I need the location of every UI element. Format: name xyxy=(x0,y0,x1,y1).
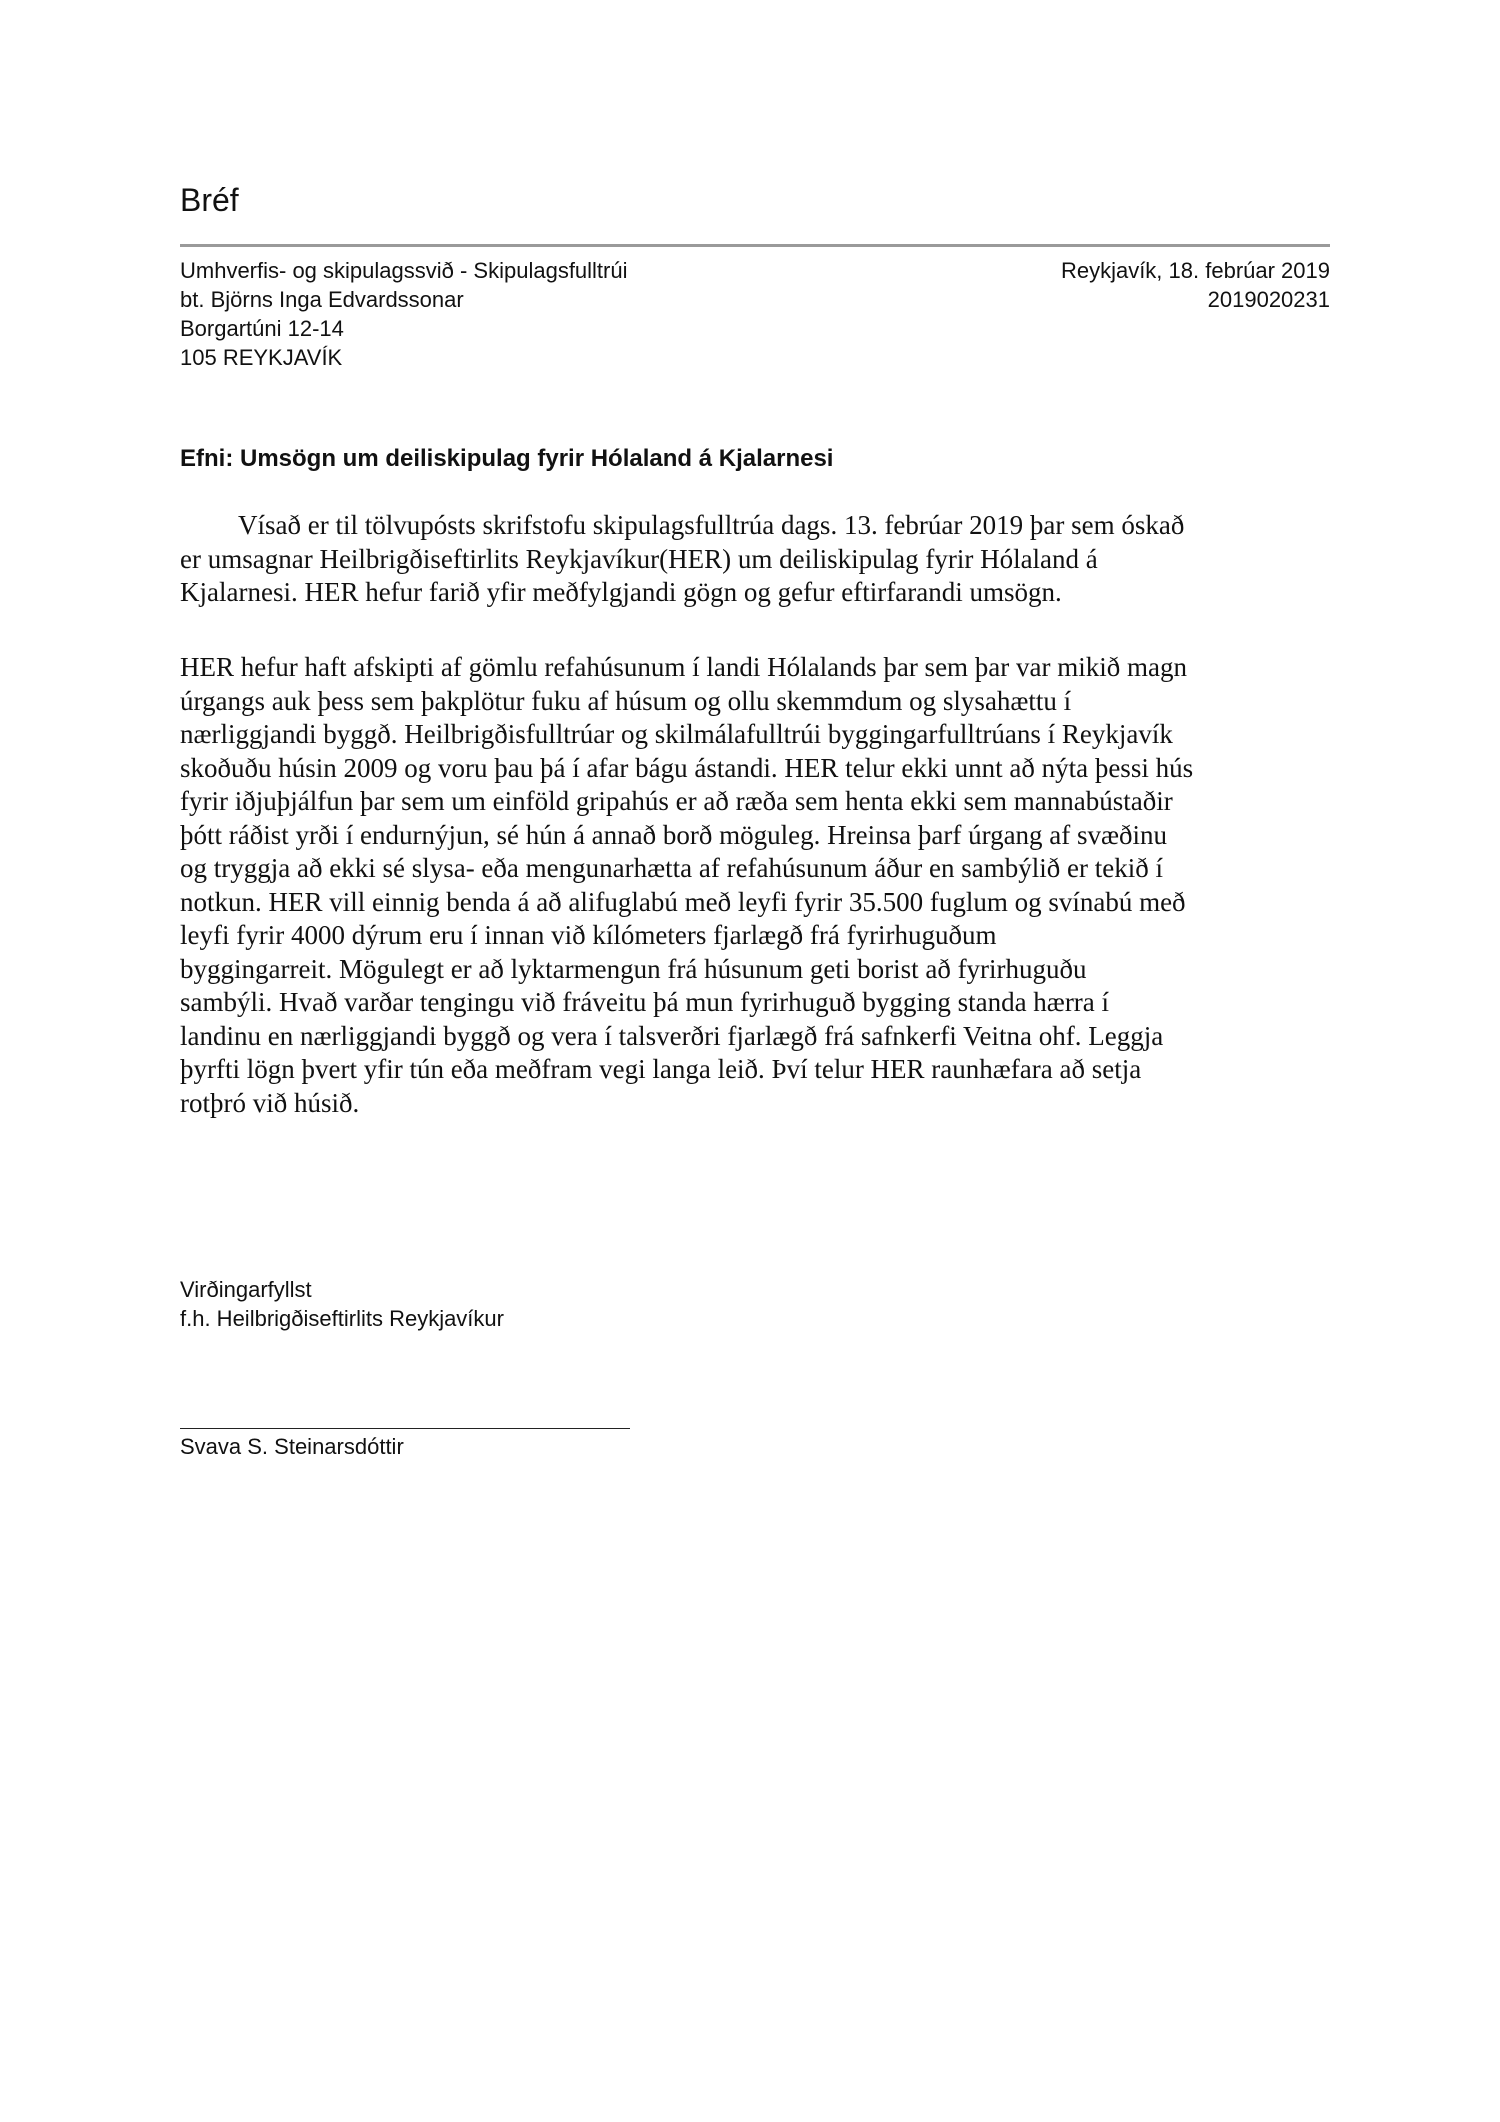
paragraph-line: byggingarreit. Mögulegt er að lyktarmengun frá húsunum geti borist að fyrirhuguðu xyxy=(180,953,1087,984)
paragraph-line: rotþró við húsið. xyxy=(180,1087,360,1118)
paragraph-2 xyxy=(180,651,1340,1120)
signer-name: Svava S. Steinarsdóttir xyxy=(180,1434,404,1459)
letter-meta xyxy=(850,256,1330,314)
paragraph-line: nærliggjandi byggð. Heilbrigðisfulltrúar og skilmálafulltrúi byggingarfulltrúans í Reykjavík xyxy=(180,719,1173,749)
paragraph-line: Kjalarnesi. HER hefur farið yfir meðfylgjandi gögn og gefur eftirfarandi umsögn. xyxy=(180,577,1062,607)
closing-salutation: Virðingarfyllst xyxy=(180,1277,312,1302)
paragraph-line: þótt ráðist yrði í endurnýjun, sé hún á annað borð möguleg. Hreinsa þarf úrgang af svæðinu xyxy=(180,819,1168,850)
paragraph-line: úrgangs auk þess sem þakplötur fuku af húsum og ollu skemmdum og slysahættu í xyxy=(180,685,1072,716)
recipient-city: 105 REYKJAVÍK xyxy=(180,345,343,370)
recipient-street: Borgartúni 12-14 xyxy=(180,316,344,341)
paragraph-line: Vísað er til tölvupósts skrifstofu skipulagsfulltrúa dags. 13. febrúar 2019 þar sem óskað xyxy=(238,510,1185,540)
signature-line xyxy=(180,1428,630,1429)
paragraph-line: leyfi fyrir 4000 dýrum eru í innan við kílómeters fjarlægð frá fyrirhuguðum xyxy=(180,920,997,950)
paragraph-1 xyxy=(180,509,1340,610)
recipient-address xyxy=(180,256,880,372)
subject-line: Efni: Umsögn um deiliskipulag fyrir Hólaland á Kjalarnesi xyxy=(180,445,834,472)
paragraph-line: sambýli. Hvað varðar tengingu við fráveitu þá mun fyrirhuguð bygging standa hærra í xyxy=(180,987,1110,1017)
recipient-department: Umhverfis- og skipulagssvið - Skipulagsfulltrúi xyxy=(180,258,628,283)
place-date: Reykjavík, 18. febrúar 2019 xyxy=(1060,258,1330,283)
recipient-attention: bt. Björns Inga Edvardssonar xyxy=(180,287,464,312)
header-divider xyxy=(180,244,1330,247)
case-number: 2019020231 xyxy=(1207,287,1330,312)
paragraph-line: og tryggja að ekki sé slysa- eða mengunarhætta af refahúsunum áður en sambýlið er tekið í xyxy=(180,853,1163,883)
closing-on-behalf: f.h. Heilbrigðiseftirlits Reykjavíkur xyxy=(180,1306,504,1331)
paragraph-line: þyrfti lögn þvert yfir tún eða meðfram vegi langa leið. Því telur HER raunhæfara að setja xyxy=(180,1054,1142,1084)
paragraph-line: landinu en nærliggjandi byggð og vera í talsverðri fjarlægð frá safnkerfi Veitna ohf. Leggja xyxy=(180,1020,1164,1051)
paragraph-line: HER hefur haft afskipti af gömlu refahúsunum í landi Hólalands þar sem þar var mikið magn xyxy=(180,652,1187,682)
paragraph-line: skoðuðu húsin 2009 og voru þau þá í afar bágu ástandi. HER telur ekki unnt að nýta þessi hús xyxy=(180,752,1194,783)
paragraph-line: notkun. HER vill einnig benda á að alifuglabú með leyfi fyrir 35.500 fuglum og svínabú með xyxy=(180,886,1186,917)
paragraph-line: er umsagnar Heilbrigðiseftirlits Reykjavíkur(HER) um deiliskipulag fyrir Hólaland á xyxy=(180,543,1098,574)
letter-title: Bréf xyxy=(180,182,239,218)
closing-block xyxy=(180,1275,504,1333)
paragraph-line: fyrir iðjuþjálfun þar sem um einföld gripahús er að ræða sem henta ekki sem mannabústaðir xyxy=(180,786,1173,816)
